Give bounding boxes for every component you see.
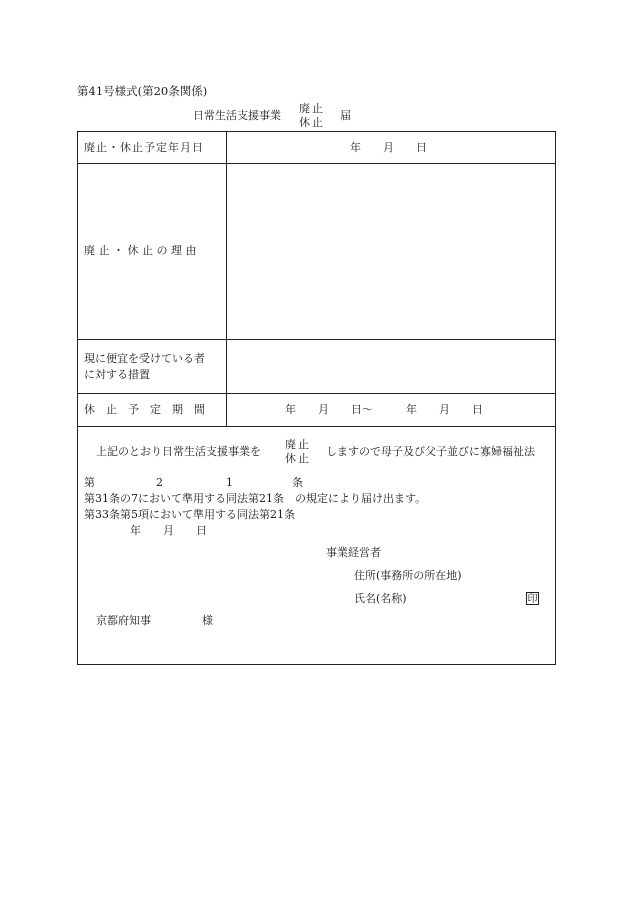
reason-label: 廃 止 ・ 休 止 の 理 由 — [84, 244, 197, 257]
planned-date-field[interactable]: 年 月 日 — [350, 141, 427, 154]
address-label: 住所(事務所の所在地) — [354, 569, 462, 582]
measures-label-line2: に対する措置 — [84, 368, 150, 381]
declaration-text-before: 上記のとおり日常生活支援事業を — [96, 445, 261, 458]
row-divider — [78, 393, 555, 394]
article-31-line: 第31条の7において準用する同法第21条 の規定により届け出ます。 — [84, 492, 427, 505]
declaration-option-suspend: 休止 — [285, 452, 311, 465]
suspension-period-field[interactable]: 年 月 日～ 年 月 日 — [285, 403, 483, 416]
form-title-prefix: 日常生活支援事業 — [193, 109, 281, 122]
planned-date-label: 廃止・休止予定年月日 — [84, 141, 204, 154]
form-number: 第41号様式(第20条関係) — [77, 84, 208, 98]
title-option-suspend: 休止 — [299, 116, 325, 129]
form-title-suffix: 届 — [340, 109, 351, 122]
name-label: 氏名(名称) — [354, 592, 407, 605]
article-number-2: 2 — [156, 476, 163, 489]
article-33-line: 第33条第5項において準用する同法第21条 — [84, 508, 295, 521]
submission-date[interactable]: 年 月 日 — [130, 524, 207, 537]
title-option-abolish: 廃止 — [299, 102, 325, 115]
governor-label: 京都府知事 — [96, 614, 151, 627]
article-suffix: 条 — [292, 476, 303, 489]
article-label: 第 — [84, 476, 95, 489]
row-divider — [78, 426, 555, 427]
seal-stamp: 印 — [527, 594, 538, 605]
article-number-1: 1 — [226, 476, 233, 489]
operator-label: 事業経営者 — [326, 546, 381, 559]
notification-form-table — [77, 131, 556, 665]
measures-field[interactable] — [227, 340, 555, 392]
suspension-period-label: 休 止 予 定 期 間 — [84, 403, 205, 416]
reason-field[interactable] — [227, 164, 555, 338]
declaration-option-abolish: 廃止 — [285, 438, 311, 451]
declaration-text-after: しますので母子及び父子並びに寡婦福祉法 — [326, 445, 535, 458]
measures-label-line1: 現に便宜を受けている者 — [84, 352, 205, 365]
honorific-label: 様 — [202, 614, 213, 627]
